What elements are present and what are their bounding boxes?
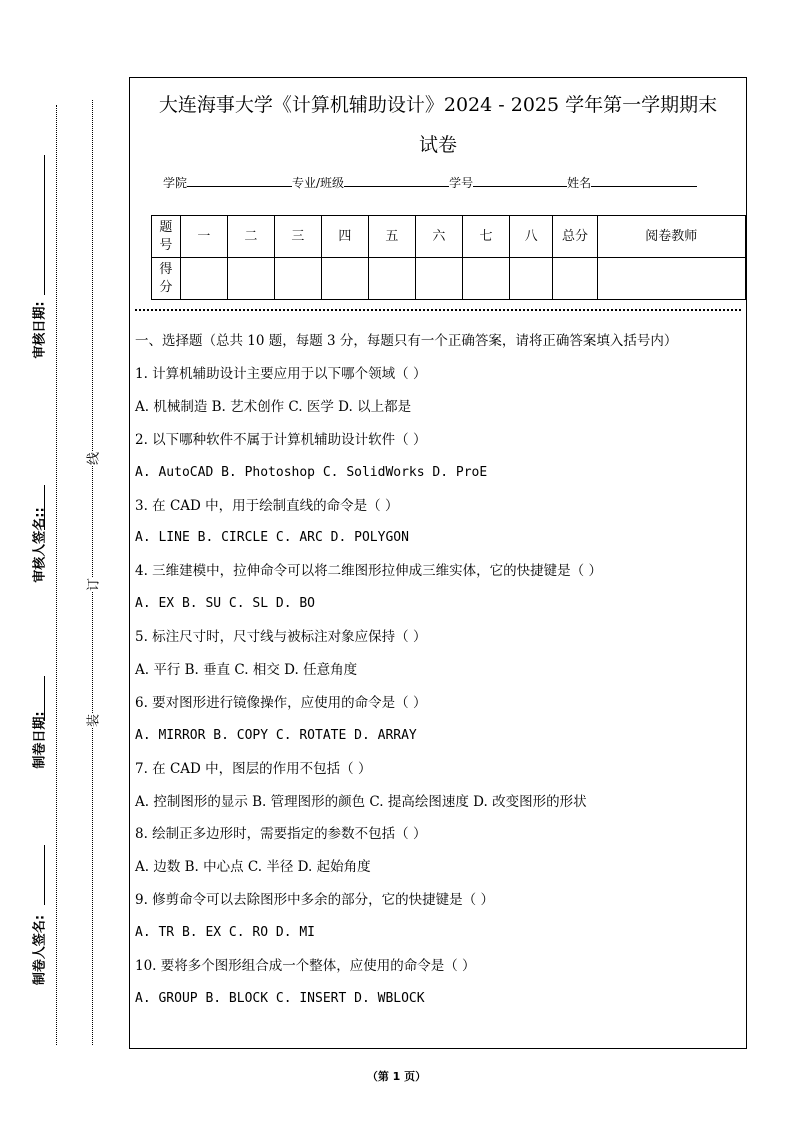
score-cell[interactable] — [509, 258, 552, 300]
score-cell[interactable] — [227, 258, 274, 300]
score-table-header-row — [152, 216, 746, 258]
header-col: 四 — [321, 216, 368, 258]
signature-line-maker — [44, 845, 45, 905]
option-line: A. TR B. EX C. RO D. MI — [135, 925, 316, 941]
header-col: 三 — [274, 216, 321, 258]
option-line: A. MIRROR B. COPY C. ROTATE D. ARRAY — [135, 727, 417, 743]
question-line: 2. 以下哪种软件不属于计算机辅助设计软件（ ） — [135, 431, 427, 448]
header-col-total: 总分 — [553, 216, 597, 258]
header-col: 五 — [368, 216, 415, 258]
binding-mark-zhuang: 装 — [80, 714, 105, 728]
score-cell[interactable] — [321, 258, 368, 300]
question-line: 5. 标注尺寸时，尺寸线与被标注对象应保持（ ） — [135, 629, 427, 646]
score-cell[interactable] — [274, 258, 321, 300]
question-line: 3. 在 CAD 中，用于绘制直线的命令是（ ） — [135, 497, 399, 514]
field-label-major: 专业/班级 — [292, 176, 345, 190]
field-blank-school[interactable] — [187, 174, 292, 187]
score-cell-total[interactable] — [553, 258, 597, 300]
option-line: A. 平行 B. 垂直 C. 相交 D. 任意角度 — [135, 662, 358, 679]
header-col: 一 — [180, 216, 227, 258]
field-label-id: 学号 — [449, 176, 474, 190]
field-label-school: 学院 — [163, 176, 188, 190]
section-multiple-choice — [135, 330, 741, 1016]
score-cell-reviewer[interactable] — [597, 258, 745, 300]
dotted-separator — [135, 309, 741, 311]
question-line: 6. 要对图形进行镜像操作，应使用的命令是（ ） — [135, 694, 427, 711]
exam-title: 大连海事大学《计算机辅助设计》2024 - 2025 学年第一学期期末 — [158, 94, 718, 116]
question-line: 1. 计算机辅助设计主要应用于以下哪个领域（ ） — [135, 366, 427, 382]
header-col: 二 — [227, 216, 274, 258]
student-info-row — [163, 174, 697, 191]
binding-mark-ding: 订 — [80, 578, 105, 592]
score-table-score-row — [152, 258, 746, 300]
exam-title-cont: 试卷 — [418, 134, 457, 156]
header-col: 七 — [462, 216, 509, 258]
field-blank-name[interactable] — [591, 174, 697, 187]
binding-dotted-line-inner — [92, 100, 93, 1045]
field-blank-id[interactable] — [473, 174, 567, 187]
option-line: A. EX B. SU C. SL D. BO — [135, 596, 316, 612]
header-col: 六 — [415, 216, 462, 258]
binding-dotted-line-outer — [56, 105, 57, 1045]
page-number: （第 1 页） — [366, 1070, 427, 1083]
score-table — [151, 215, 746, 300]
field-blank-major[interactable] — [344, 174, 449, 187]
option-line: A. GROUP B. BLOCK C. INSERT D. WBLOCK — [135, 990, 425, 1006]
signature-line-review-date — [44, 155, 45, 295]
question-line: 10. 要将多个图形组合成一个整体，应使用的命令是（ ） — [135, 958, 476, 975]
section-heading: 一、选择题（总共 10 题，每题 3 分，每题只有一个正确答案，请将正确答案填入括号内） — [135, 333, 678, 349]
score-cell[interactable] — [368, 258, 415, 300]
question-line: 4. 三维建模中，拉伸命令可以将二维图形拉伸成三维实体，它的快捷键是（ ） — [135, 563, 602, 580]
header-label-question: 题号 — [152, 216, 181, 258]
binding-mark-xian: 线 — [80, 452, 105, 466]
option-line: A. LINE B. CIRCLE C. ARC D. POLYGON — [135, 530, 409, 546]
exam-frame — [129, 77, 747, 1049]
question-line: 9. 修剪命令可以去除图形中多余的部分，它的快捷键是（ ） — [135, 892, 494, 909]
score-cell[interactable] — [462, 258, 509, 300]
question-line: 8. 绘制正多边形时，需要指定的参数不包括（ ） — [135, 826, 427, 843]
option-line: A. 边数 B. 中心点 C. 半径 D. 起始角度 — [135, 859, 371, 876]
question-line: 7. 在 CAD 中，图层的作用不包括（ ） — [135, 760, 372, 777]
score-cell[interactable] — [415, 258, 462, 300]
score-cell[interactable] — [180, 258, 227, 300]
option-line: A. AutoCAD B. Photoshop C. SolidWorks D. ProE — [135, 464, 488, 480]
option-line: A. 控制图形的显示 B. 管理图形的颜色 C. 提高绘图速度 D. 改变图形的形状 — [135, 793, 587, 810]
option-line: A. 机械制造 B. 艺术创作 C. 医学 D. 以上都是 — [135, 398, 412, 415]
header-col-reviewer: 阅卷教师 — [597, 216, 745, 258]
row-label-score: 得分 — [152, 258, 181, 300]
field-label-name: 姓名 — [567, 176, 592, 190]
header-col: 八 — [509, 216, 552, 258]
